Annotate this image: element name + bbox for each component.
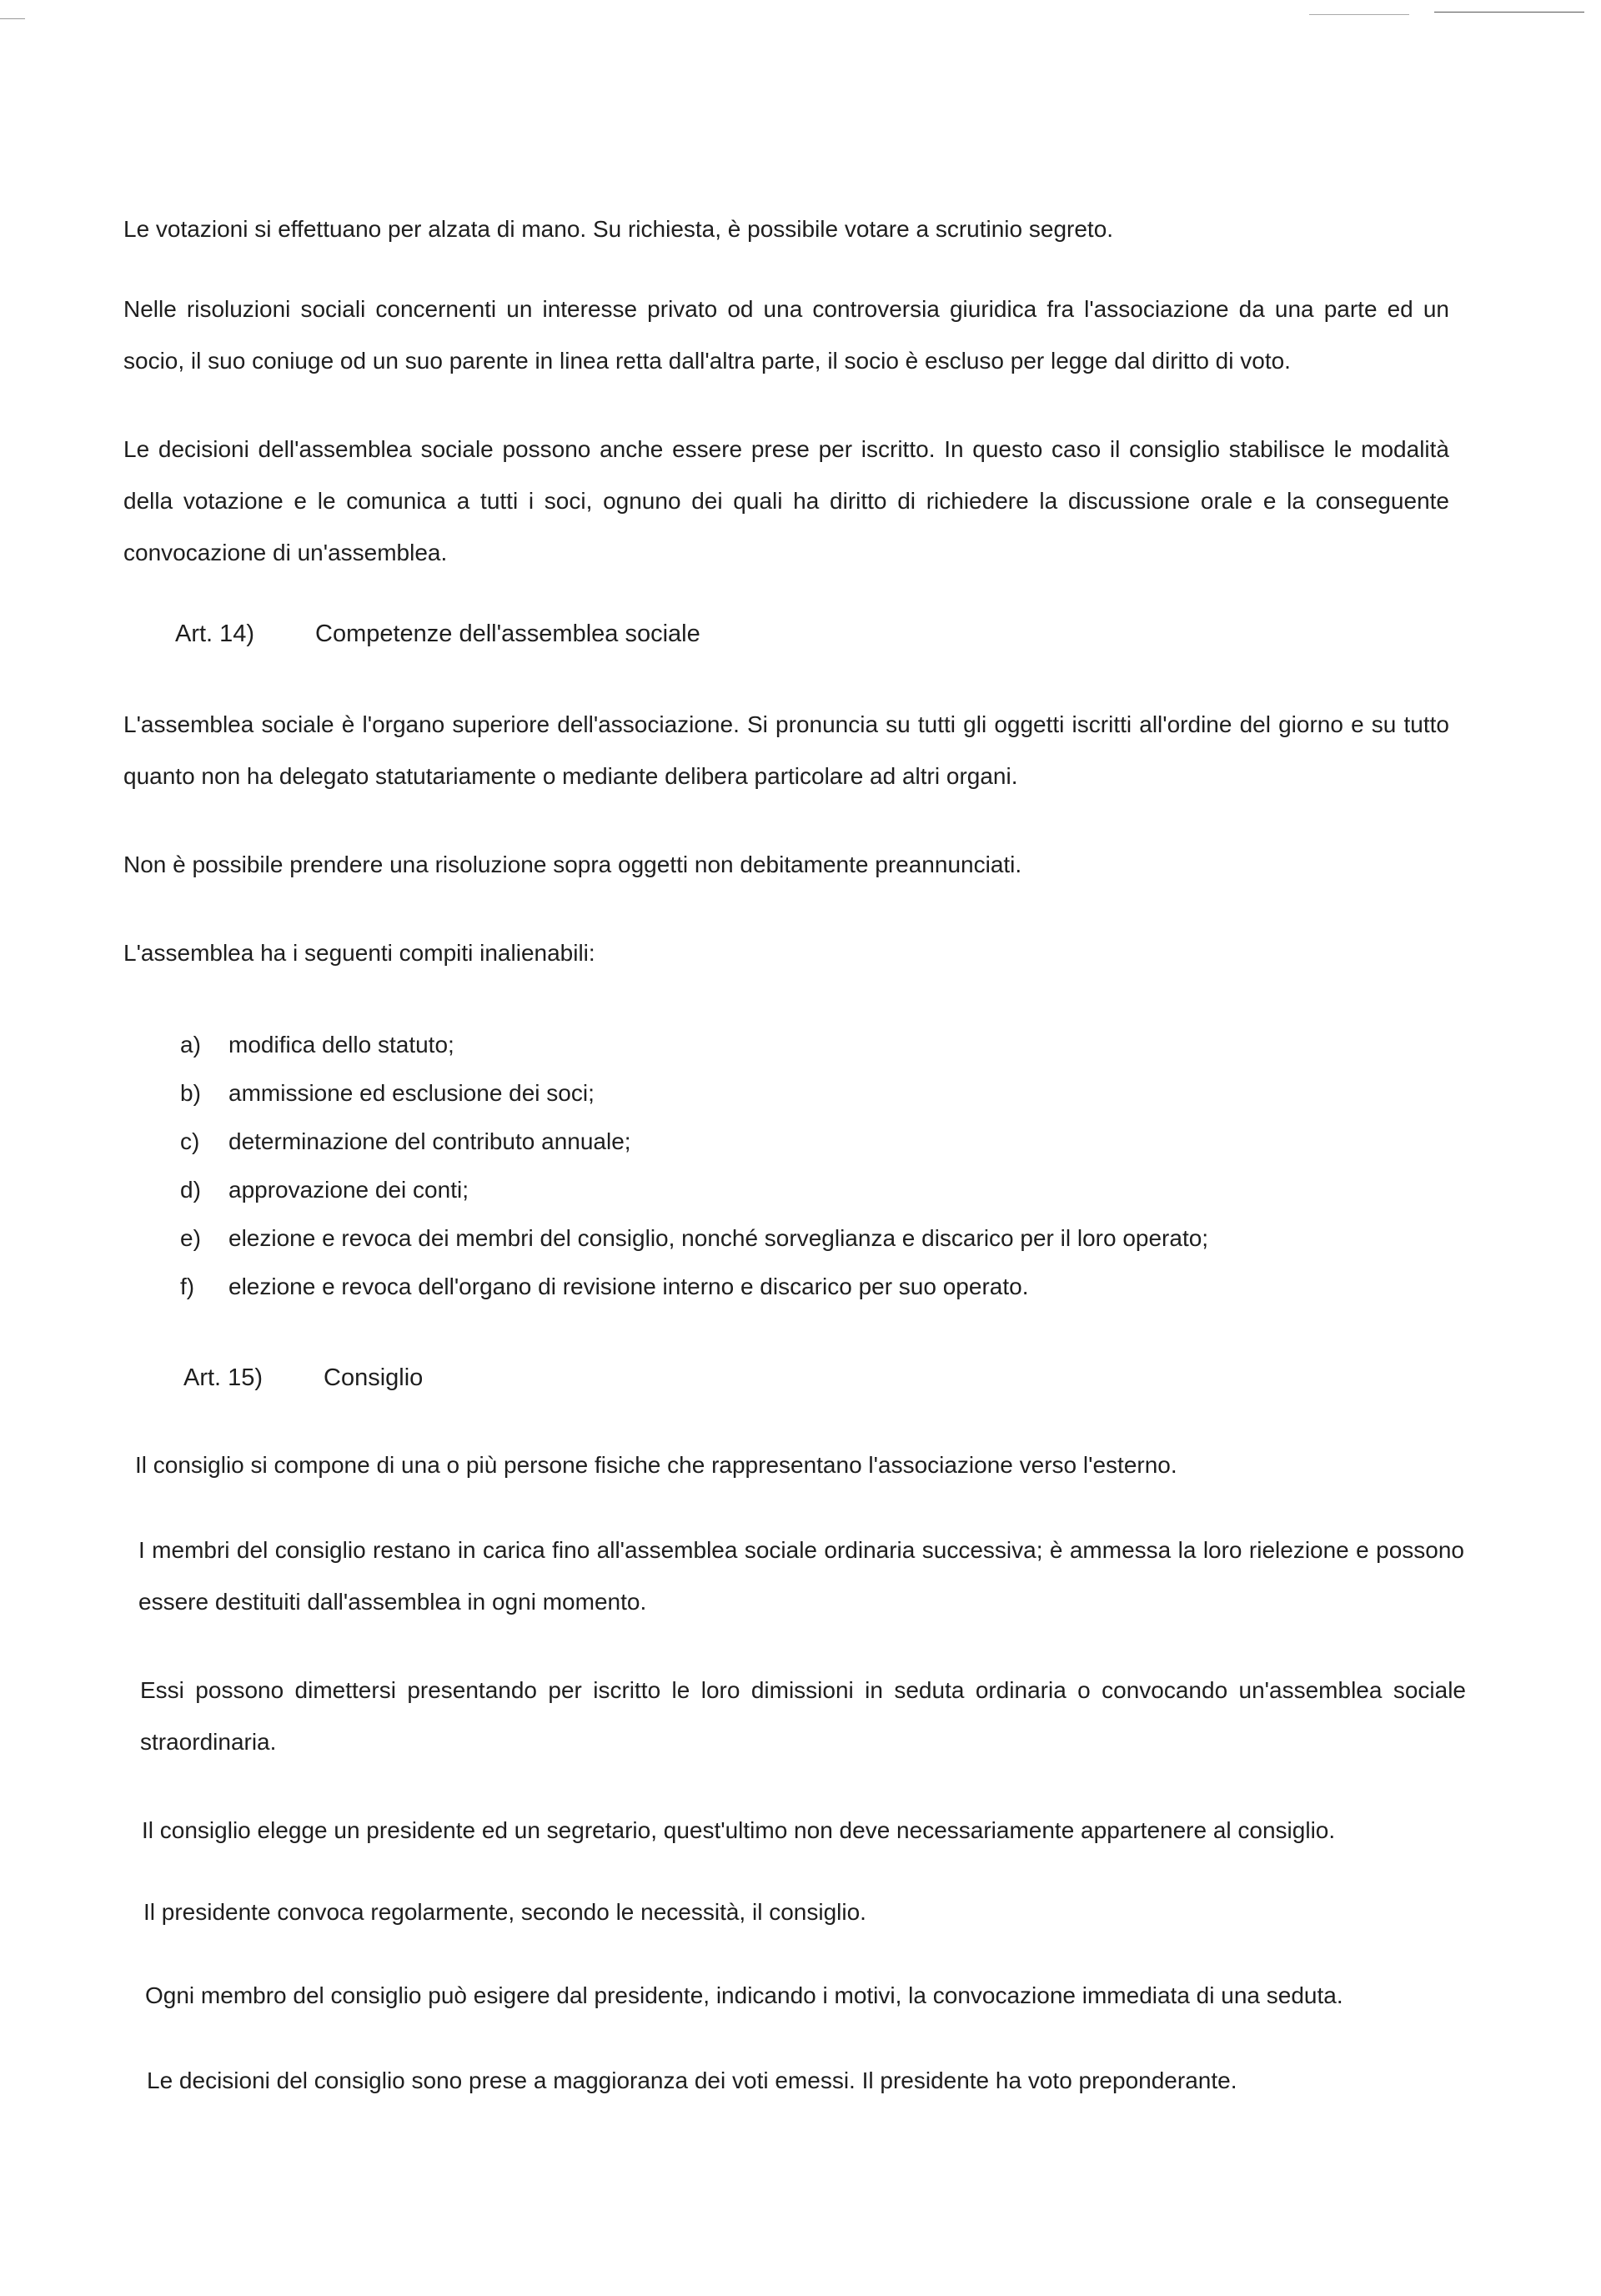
paragraph-no-unannounced-items: Non è possibile prendere una risoluzione sopra oggetti non debitamente preannunciati. (123, 852, 1022, 877)
list-item-text: approvazione dei conti; (228, 1177, 469, 1203)
paragraph-council-composition: Il consiglio si compone di una o più persone fisiche che rappresentano l'associazione verso l'esterno. (135, 1452, 1177, 1478)
list-item (180, 1118, 1208, 1166)
list-marker: d) (180, 1177, 201, 1203)
article-number: Art. 14) (175, 620, 255, 647)
paragraph-voting-method: Le votazioni si effettuano per alzata di mano. Su richiesta, è possibile votare a scrutinio segreto. (123, 216, 1114, 242)
paragraph-conflict-of-interest: Nelle risoluzioni sociali concernenti un interesse privato od una controversia giuridica fra l'associazione da una parte ed un socio, il suo coniuge od un suo parente in linea retta dall'altra parte, il socio è escluso per legge dal diritto di voto. (123, 296, 1449, 374)
scan-artifact-line (0, 18, 25, 19)
list-item (180, 1021, 1208, 1069)
list-item (180, 1263, 1208, 1311)
list-marker: e) (180, 1225, 201, 1251)
list-marker: a) (180, 1032, 201, 1058)
article-14-heading (175, 620, 700, 648)
paragraph-president-convenes: Il presidente convoca regolarmente, secondo le necessità, il consiglio. (143, 1899, 866, 1925)
paragraph-inalienable-duties-intro: L'assemblea ha i seguenti compiti inalienabili: (123, 940, 595, 966)
list-item-text: elezione e revoca dei membri del consiglio, nonché sorveglianza e discarico per il loro operato; (228, 1225, 1209, 1251)
article-number: Art. 15) (183, 1364, 263, 1391)
list-marker: f) (180, 1274, 195, 1299)
inalienable-duties-list (180, 1021, 1208, 1311)
scan-artifact-line (1434, 12, 1584, 13)
list-item-text: elezione e revoca dell'organo di revisione interno e discarico per suo operato. (228, 1274, 1029, 1299)
list-item (180, 1214, 1208, 1263)
paragraph-council-majority: Le decisioni del consiglio sono prese a maggioranza dei voti emessi. Il presidente ha voto preponderante. (147, 2067, 1237, 2093)
paragraph-member-request: Ogni membro del consiglio può esigere dal presidente, indicando i motivi, la convocazione immediata di una seduta. (145, 1982, 1343, 2008)
list-marker: c) (180, 1128, 200, 1154)
list-item-text: determinazione del contributo annuale; (228, 1128, 631, 1154)
list-item-text: modifica dello statuto; (228, 1032, 454, 1058)
list-marker: b) (180, 1080, 201, 1106)
article-15-heading (183, 1364, 423, 1392)
article-title: Consiglio (324, 1364, 424, 1391)
paragraph-council-term: I membri del consiglio restano in carica fino all'assemblea sociale ordinaria successiva; è ammessa la loro rielezione e possono essere destituiti dall'assemblea in ogni momento. (138, 1537, 1464, 1615)
paragraph-written-decisions: Le decisioni dell'assemblea sociale possono anche essere prese per iscritto. In questo caso il consiglio stabilisce le modalità della votazione e le comunica a tutti i soci, ognuno dei quali ha diritto di richiedere la discussione orale e la conseguente convocazione di un'assemblea. (123, 436, 1449, 565)
paragraph-assembly-supreme-organ: L'assemblea sociale è l'organo superiore dell'associazione. Si pronuncia su tutti gli oggetti iscritti all'ordine del giorno e su tutto quanto non ha delegato statutariamente o mediante delibera particolare ad altri organi. (123, 711, 1449, 789)
paragraph-president-secretary: Il consiglio elegge un presidente ed un segretario, quest'ultimo non deve necessariamente appartenere al consiglio. (142, 1817, 1336, 1843)
scan-artifact-line (1309, 14, 1409, 15)
article-title: Competenze dell'assemblea sociale (315, 620, 700, 647)
list-item-text: ammissione ed esclusione dei soci; (228, 1080, 595, 1106)
list-item (180, 1166, 1208, 1214)
list-item (180, 1069, 1208, 1118)
paragraph-council-resignation: Essi possono dimettersi presentando per iscritto le loro dimissioni in seduta ordinaria o convocando un'assemblea sociale straordinaria. (140, 1677, 1466, 1755)
